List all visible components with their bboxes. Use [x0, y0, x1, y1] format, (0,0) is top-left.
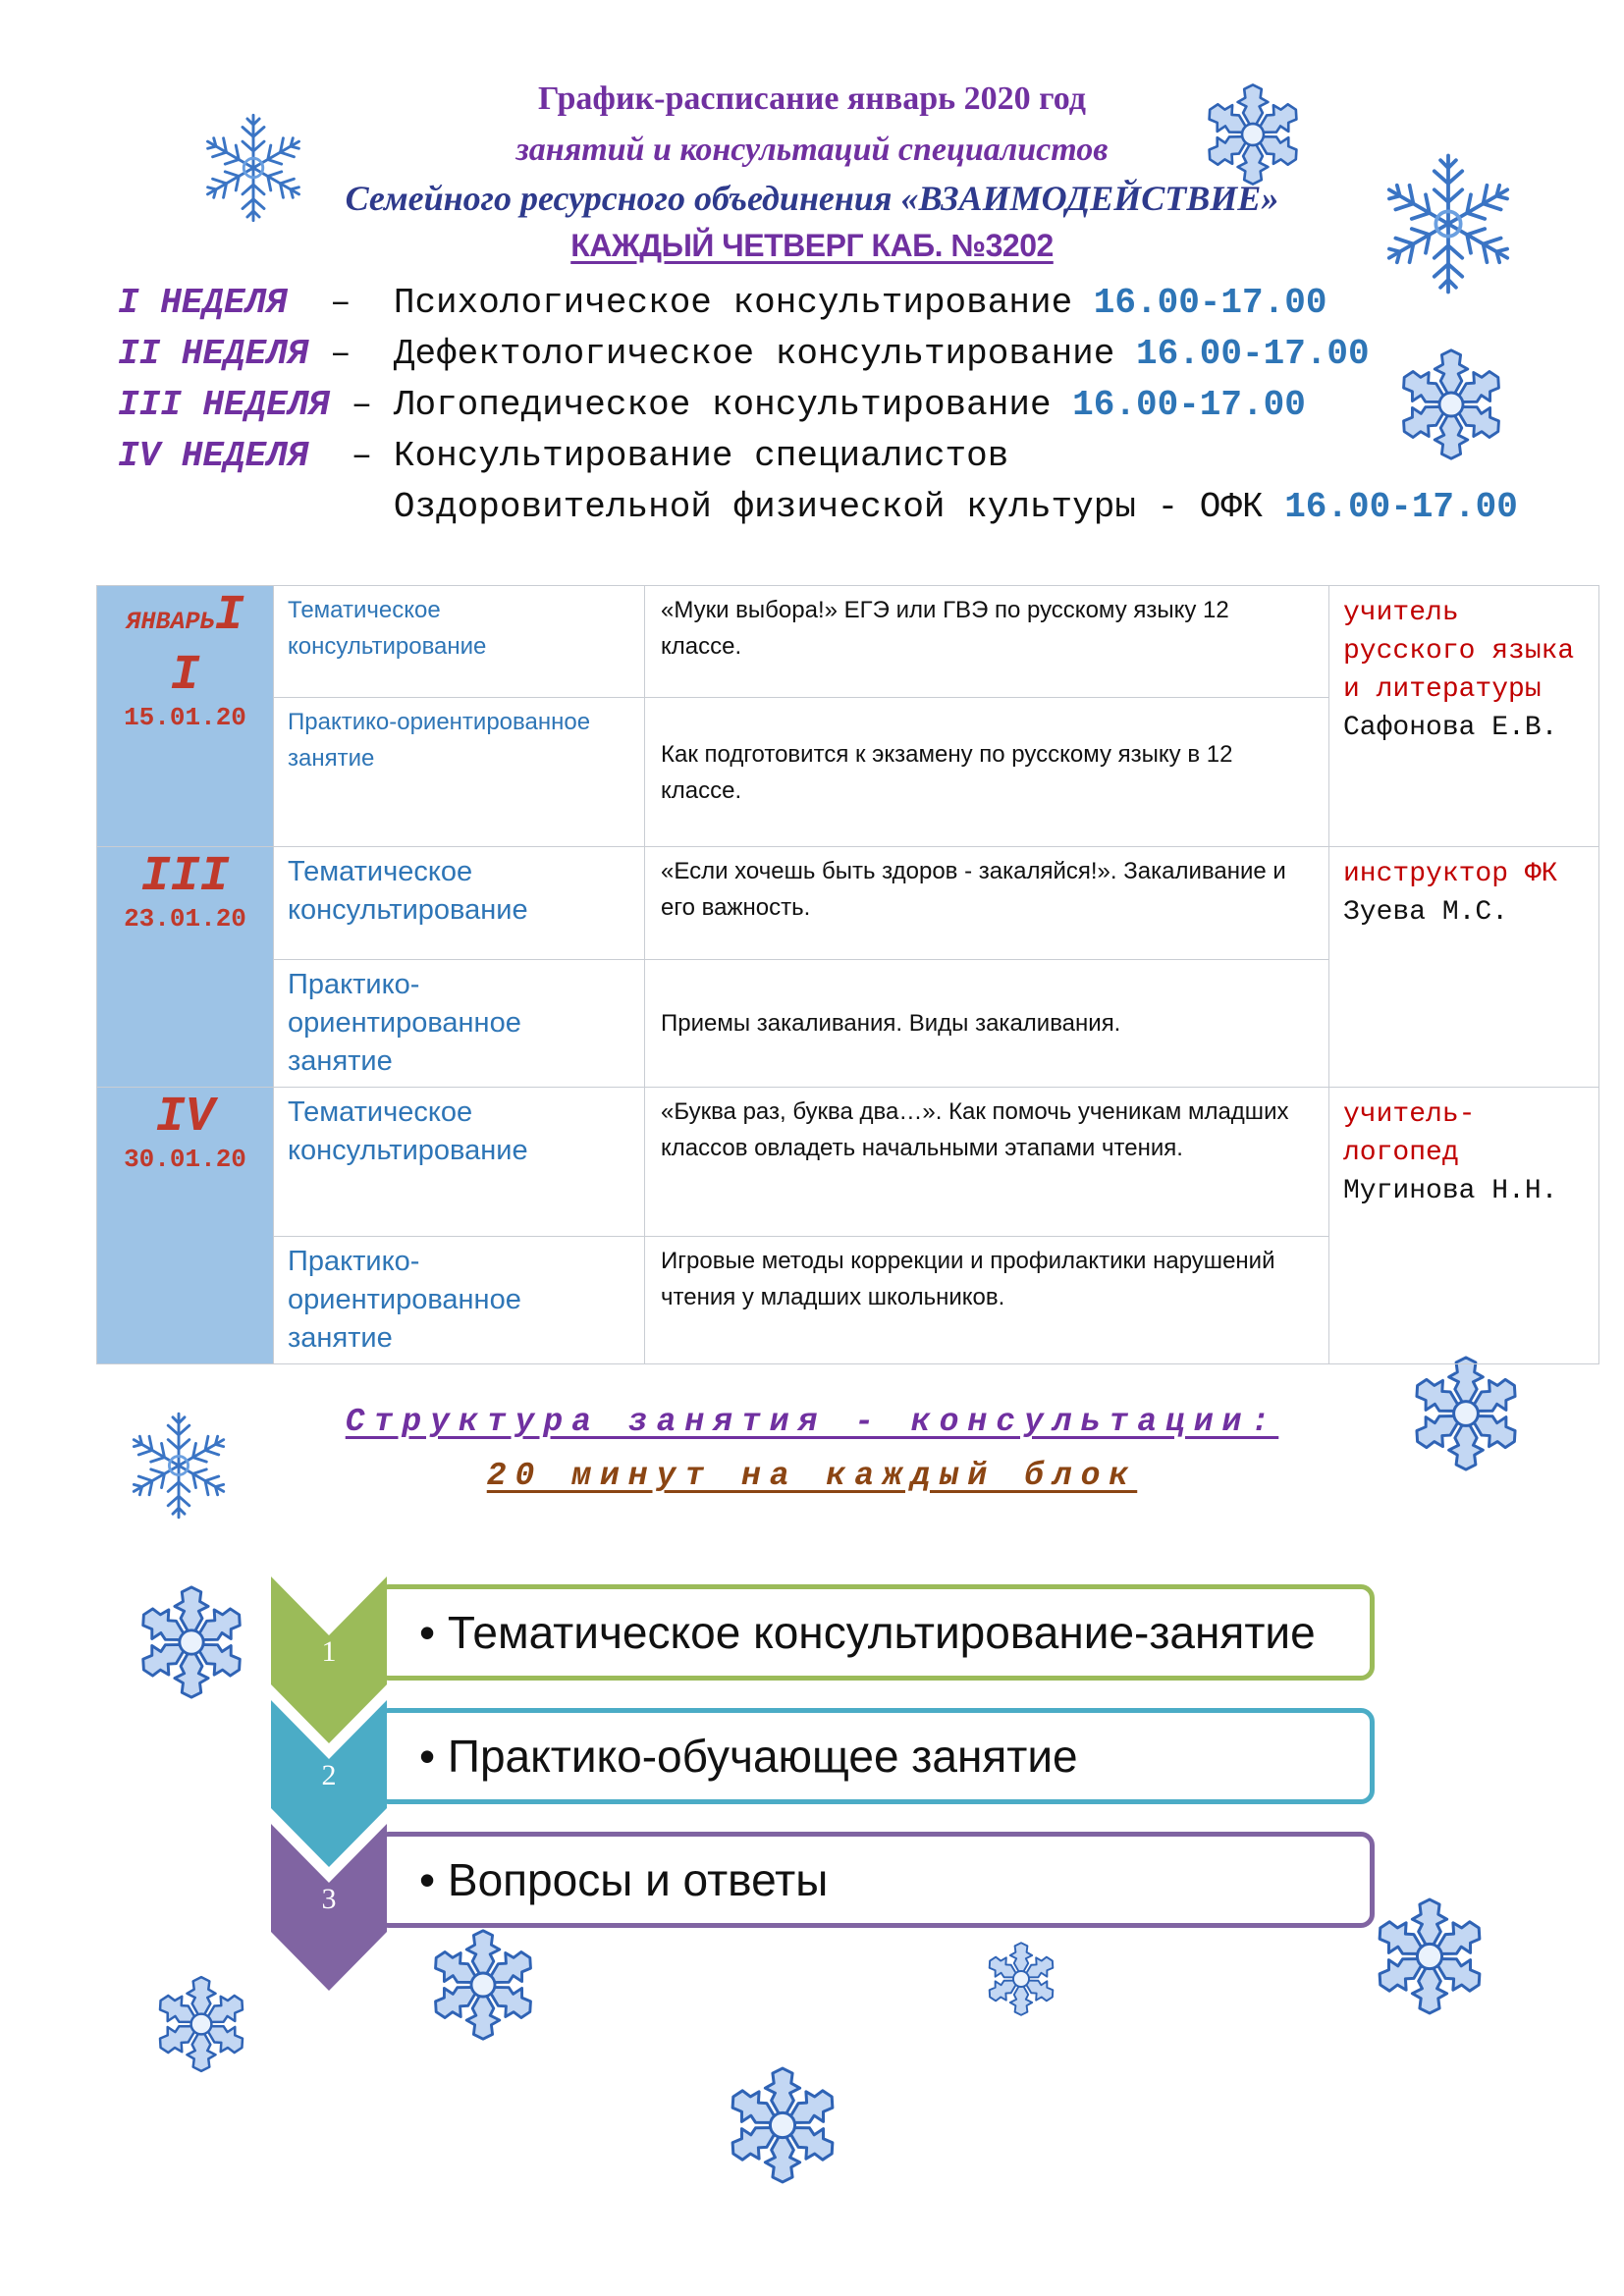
snowflake-icon	[145, 1973, 257, 2075]
week-line: II НЕДЕЛЯ – Дефектологическое консультирование 16.00-17.00	[118, 334, 1370, 374]
type-cell: Тематическое консультирование	[274, 1088, 645, 1237]
specialist-name: Мугинова Н.Н.	[1343, 1176, 1558, 1206]
date-label: 15.01.20	[124, 703, 246, 732]
week-line: Оздоровительной физической культуры - ОФК 16.00-17.00	[118, 487, 1518, 527]
specialist-role: учитель-логопед	[1343, 1099, 1476, 1168]
type-cell: Тематическое консультирование	[274, 586, 645, 698]
month-label: ЯНВАРЬ	[126, 608, 215, 636]
step-box	[375, 1832, 1375, 1928]
schedule-table	[96, 585, 1599, 1364]
specialist-cell	[1329, 847, 1599, 1088]
week-line: I НЕДЕЛЯ – Психологическое консультирование 16.00-17.00	[118, 283, 1327, 323]
week-line: III НЕДЕЛЯ – Логопедическое консультирование 16.00-17.00	[118, 385, 1306, 425]
type-cell: Тематическое консультирование	[274, 847, 645, 960]
table-row	[97, 847, 1599, 960]
week-number: IV	[155, 1090, 215, 1146]
step-text: • Тематическое консультирование-занятие	[419, 1607, 1316, 1658]
specialist-role: инструктор ФК	[1343, 859, 1558, 889]
step-number: 3	[321, 1883, 337, 1915]
structure-subtitle: 20 минут на каждый блок	[486, 1458, 1138, 1494]
desc-cell: «Муки выбора!» ЕГЭ или ГВЭ по русскому языку 12 классе.	[645, 586, 1329, 698]
step-number: 1	[321, 1635, 337, 1668]
week-cell	[97, 1088, 274, 1364]
specialist-name: Сафонова Е.В.	[1343, 713, 1558, 743]
specialist-role: учитель русского языка и литературы	[1343, 598, 1575, 705]
snowflake-icon	[128, 1582, 255, 1702]
desc-cell: Приемы закаливания. Виды закаливания.	[645, 960, 1329, 1088]
type-cell: Практико-ориентированное занятие	[274, 698, 645, 847]
title-line-2: занятий и консультаций специалистов	[515, 132, 1109, 168]
table-row	[97, 586, 1599, 698]
desc-cell: «Если хочешь быть здоров - закаляйся!». Закаливание и его важность.	[645, 847, 1329, 960]
snowflake-icon	[1382, 346, 1520, 463]
snowflake-icon	[418, 1926, 548, 2044]
week-number: III	[140, 849, 230, 905]
type-cell: Практико-ориентированное занятие	[274, 1237, 645, 1364]
specialist-cell	[1329, 586, 1599, 847]
step-box	[375, 1708, 1375, 1804]
step-text: • Практико-обучающее занятие	[419, 1731, 1078, 1782]
date-label: 30.01.20	[124, 1145, 246, 1174]
room-line: КАЖДЫЙ ЧЕТВЕРГ КАБ. №3202	[570, 228, 1054, 263]
snowflake-icon	[980, 1940, 1062, 2018]
week-line: IV НЕДЕЛЯ – Консультирование специалистов	[118, 436, 1009, 476]
title-line-1: График-расписание январь 2020 год	[538, 80, 1086, 117]
week-number: I	[170, 648, 200, 704]
step-number: 2	[321, 1759, 337, 1791]
snowflake-icon	[1365, 1895, 1494, 2018]
step-text: • Вопросы и ответы	[419, 1854, 829, 1905]
desc-cell: «Буква раз, буква два…». Как помочь ученикам младших классов овладеть начальными этапами чтения.	[645, 1088, 1329, 1237]
week-cell	[97, 586, 274, 847]
week-cell	[97, 847, 274, 1088]
date-label: 23.01.20	[124, 904, 246, 934]
type-cell: Практико-ориентированное занятие	[274, 960, 645, 1088]
title-line-3: Семейного ресурсного объединения «ВЗАИМОДЕЙСТВИЕ»	[345, 179, 1279, 218]
desc-cell: Игровые методы коррекции и профилактики нарушений чтения у младших школьников.	[645, 1237, 1329, 1364]
specialist-name: Зуева М.С.	[1343, 897, 1509, 928]
desc-cell: Как подготовится к экзамену по русскому языку в 12 классе.	[645, 698, 1329, 847]
table-row	[97, 1088, 1599, 1237]
specialist-cell	[1329, 1088, 1599, 1364]
step-box	[375, 1584, 1375, 1681]
snowflake-icon	[719, 2063, 846, 2187]
structure-title: Структура занятия - консультации:	[345, 1404, 1279, 1440]
week-number: I	[214, 588, 244, 644]
